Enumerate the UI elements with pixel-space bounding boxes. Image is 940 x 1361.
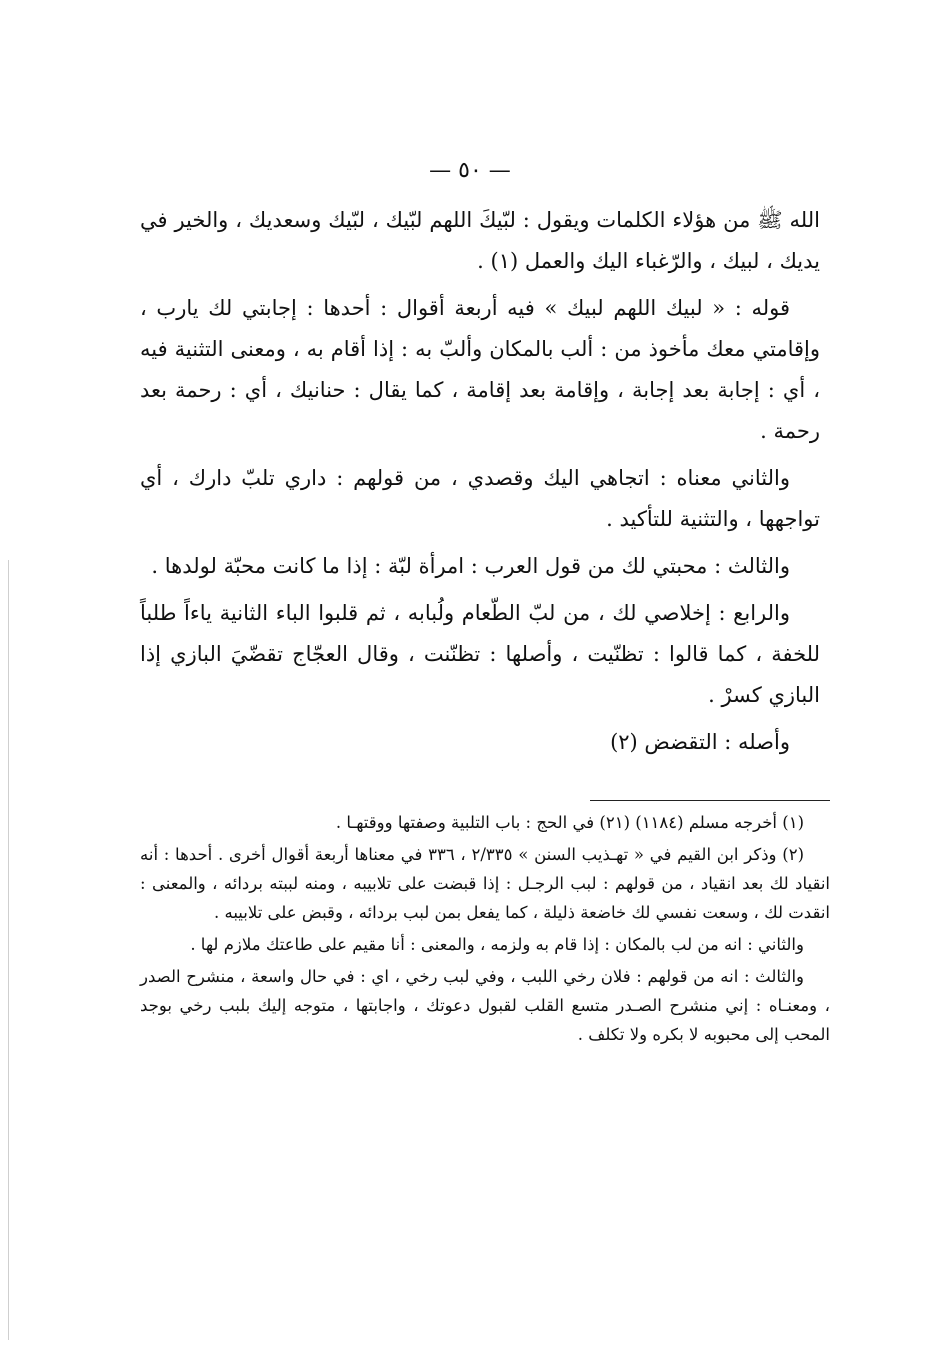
main-paragraph: والرابع : إخلاصي لك ، من لبّ الطّعام ولُبابه ، ثم قلبوا الباء الثانية ياءاً طلباً للخفة ، كما قالوا : تظنّيت ، وأصلها : تظنّنت ، وقال العجّاج تقضّيَ البازي إذا البازي كسرْ .	[140, 601, 820, 707]
footnote: (٢) وذكر ابن القيم في « تهـذيب السنن » ٢/٣٣٥ ، ٣٣٦ في معناها أربعة أقوال أخرى . أحدها : أنه انقياد لك بعد انقياد ، من قولهم : لبب الرجـل : إذا قبضت على تلابيبه ، ومنه لببته بردائه ، والمعنى : انقدت لك ، وسعت نفسي لك خاضعة ذليلة ، كما يفعل بمن لبب بردائه ، وقبض على تلابيبه .	[140, 845, 830, 922]
footnotes-section	[140, 808, 830, 1052]
main-paragraph: وأصله : التقضض (٢)	[610, 730, 790, 754]
main-text-body	[140, 200, 820, 769]
page-edge-line	[8, 560, 9, 1340]
main-paragraph: والثاني معناه : اتجاهي اليك وقصدي ، من قولهم : داري تلبّ دارك ، أي تواجهها ، والتثنية للتأكيد .	[140, 466, 820, 531]
footnote-divider	[590, 800, 830, 801]
main-paragraph: والثالث : محبتي لك من قول العرب : امرأة لبّة : إذا ما كانت محبّة لولدها .	[151, 554, 790, 578]
page-number: — ٥٠ —	[429, 158, 511, 183]
footnote: (١) أخرجه مسلم (١١٨٤) (٢١) في الحج : باب التلبية وصفتها ووقتهـا .	[335, 813, 804, 832]
main-paragraph: قوله : « لبيك اللهم لبيك » فيه أربعة أقوال : أحدها : إجابتي لك يارب ، وإقامتي معك مأخوذ من : ألب بالمكان وألبّ به : إذا أقام به ، ومعنى التثنية فيه ، أي : إجابة بعد إجابة ، وإقامة بعد إقامة ، كما يقال : حنانيك ، أي : رحمة بعد رحمة .	[140, 296, 820, 443]
main-paragraph: الله ﷺ من هؤلاء الكلمات ويقول : لبّيكَ اللهم لبّيك ، لبّيك وسعديك ، والخير في يديك ، لبيك ، والرّغباء اليك والعمل (١) .	[140, 208, 820, 273]
footnote: والثالث : انه من قولهم : فلان رخي اللبب ، وفي لبب رخي ، اي : في حال واسعة ، منشرح الصدر ، ومعنـاه : إني منشرح الصـدر متسع القلب لقبول دعوتك ، واجابتها ، متوجه إليك بلبب رخي بوجد المحب إلى محبوبه لا بكره ولا تكلف .	[140, 967, 830, 1044]
footnote: والثاني : انه من لب بالمكان : إذا قام به ولزمه ، والمعنى : أنا مقيم على طاعتك ملازم لها .	[190, 935, 804, 954]
